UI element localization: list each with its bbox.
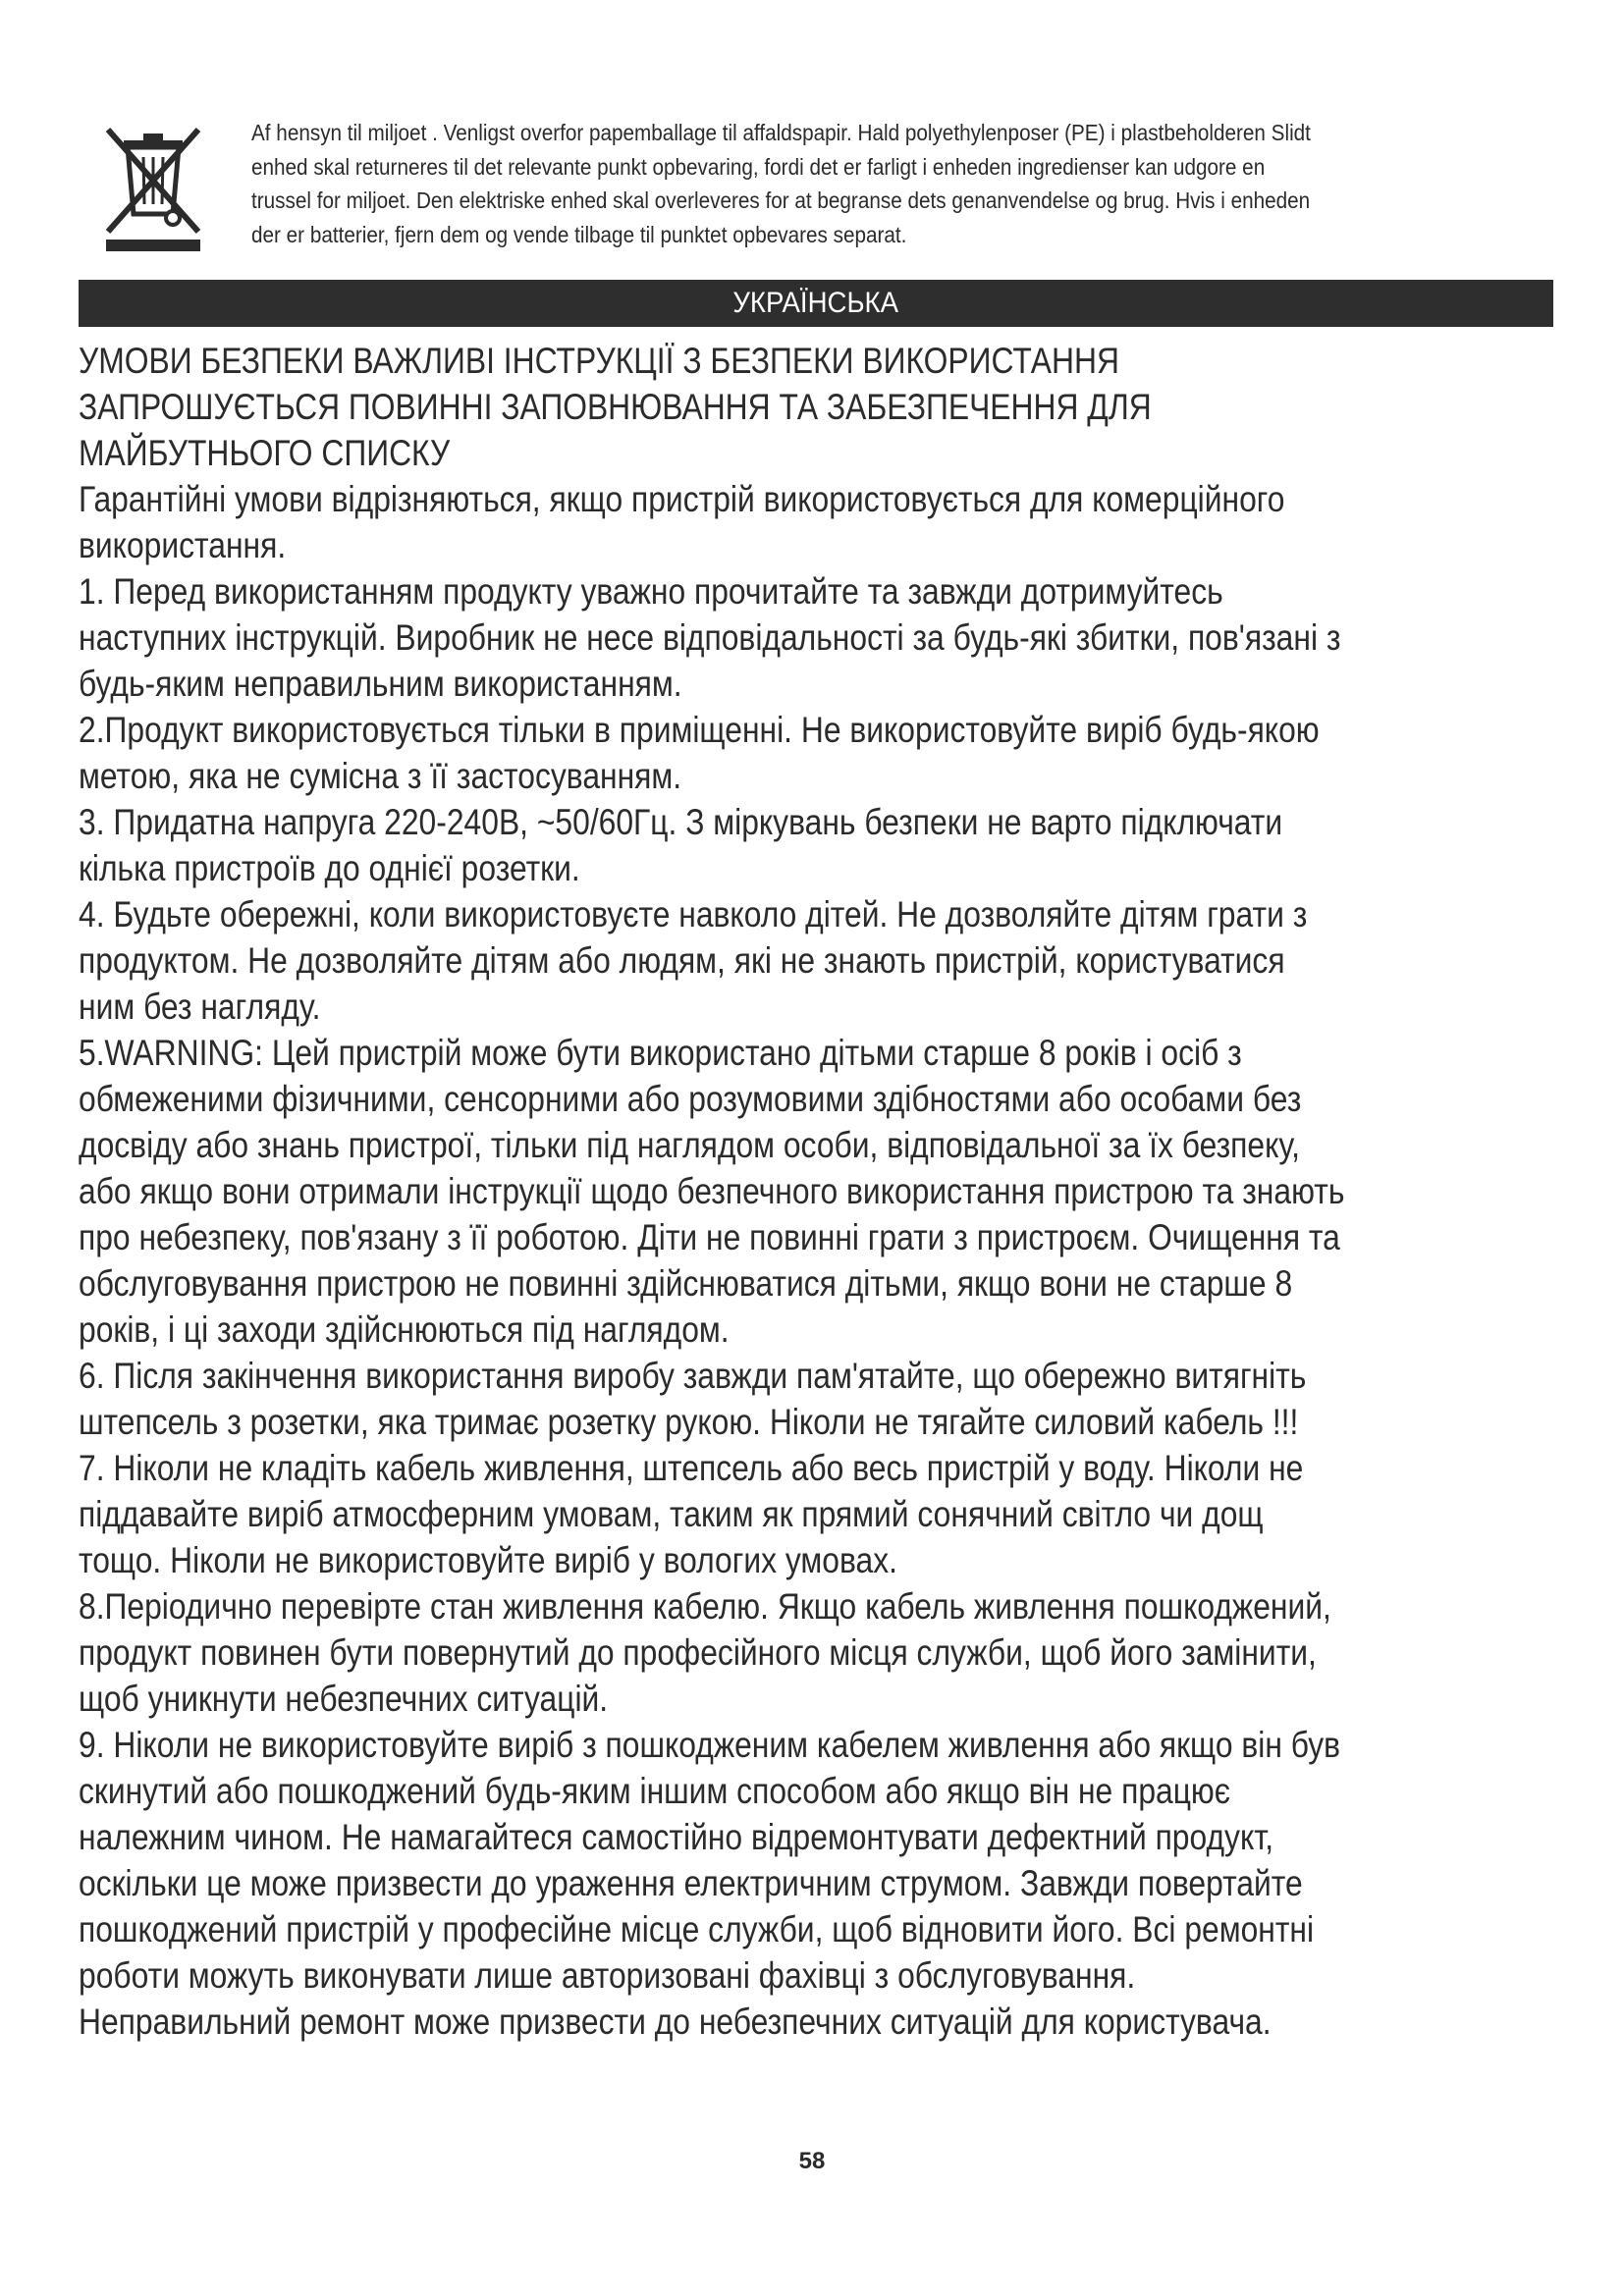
instruction-item: 1. Перед використанням продукту уважно прочитайте та завжди дотримуйтесь наступних інструкцій. Виробник не несе відповідальності за будь-які збитки, пов'язані з будь-яким неправильним використанням. [79, 571, 1341, 704]
instruction-item: 2.Продукт використовується тільки в приміщенні. Не використовуйте виріб будь-якою метою, яка не сумісна з її застосуванням. [79, 710, 1320, 796]
instruction-item: 5.WARNING: Цей пристрій може бути використано дітьми старше 8 років і осіб з обмеженими фізичними, сенсорними або розумовими здібностями або особами без досвіду або знань пристрої, тільки під наглядом особи, відповідальної за їх безпеку, або якщо вони отримали інструкції щодо безпечного використання пристрою та знають про небезпеку, пов'язану з її роботою. Діти не повинні грати з пристроєм. Очищення та обслуговування пристрою не повинні здійснюватися дітьми, якщо вони не старше 8 років, і ці заходи здійснюються під наглядом. [79, 1033, 1345, 1350]
page-number: 58 [798, 2148, 826, 2174]
instruction-item: 9. Ніколи не використовуйте виріб з пошкодженим кабелем живлення або якщо він був скинутий або пошкоджений будь-яким іншим способом або якщо він не працює належним чином. Не намагайтеся самостійно відремонтувати дефектний продукт, оскільки це може призвести до ураження електричним струмом. Завжди повертайте пошкоджений пристрій у професійне місце служби, щоб відновити його. Всі ремонтні роботи можуть виконувати лише авторизовані фахівці з обслуговування. Неправильний ремонт може призвести до небезпечних ситуацій для користувача. [79, 1725, 1341, 2042]
instruction-item: 6. Після закінчення використання виробу завжди пам'ятайте, що обережно витягніть штепсель з розетки, яка тримає розетку рукою. Ніколи не тягайте силовий кабель !!! [79, 1356, 1307, 1442]
weee-disposal-notice [98, 116, 1551, 253]
warranty-note: Гарантійні умови відрізняються, якщо пристрій використовується для комерційного використання. [79, 479, 1285, 565]
weee-notice-text: Af hensyn til miljoet . Venligst overfor papemballage til affaldspapir. Hald polyethylenposer (PE) i plastbeholderen Slidt enhed skal returneres til det relevante punkt opbevaring, fordi det er farligt i enheden ingredienser kan udgore en trussel for miljoet. Den elektriske enhed skal overleveres for at begranse dets genanvendelse og brug. Hvis i enheden der er batterier, fjern dem og vende tilbage til punktet opbevares separat. [251, 120, 1311, 247]
instruction-item: 8.Періодично перевірте стан живлення кабелю. Якщо кабель живлення пошкоджений, продукт повинен бути повернутий до професійного місця служби, щоб його замінити, щоб уникнути небезпечних ситуацій. [79, 1586, 1331, 1719]
safety-instructions [79, 338, 1591, 2045]
instruction-item: 3. Придатна напруга 220-240В, ~50/60Гц. З міркувань безпеки не варто підключати кілька пристроїв до однієї розетки. [79, 802, 1283, 888]
language-section-header [79, 280, 1553, 327]
instruction-item: 7. Ніколи не кладіть кабель живлення, штепсель або весь пристрій у воду. Ніколи не піддавайте виріб атмосферним умовам, таким як прямий сонячний світло чи дощ тощо. Ніколи не використовуйте виріб у вологих умовах. [79, 1448, 1304, 1580]
safety-title: УМОВИ БЕЗПЕКИ ВАЖЛИВІ ІНСТРУКЦІЇ З БЕЗПЕКИ ВИКОРИСТАННЯ ЗАПРОШУЄТЬСЯ ПОВИННІ ЗАПОВНЮВАННЯ ТА ЗАБЕЗПЕЧЕННЯ ДЛЯ МАЙБУТНЬОГО СПИСКУ [79, 341, 1152, 473]
crossed-out-wheelie-bin-icon [98, 116, 208, 253]
language-header-label: УКРАЇНСЬКА [732, 287, 899, 319]
instruction-item: 4. Будьте обережні, коли використовуєте навколо дітей. Не дозволяйте дітям грати з продуктом. Не дозволяйте дітям або людям, які не знають пристрій, користуватися ним без нагляду. [79, 894, 1308, 1027]
